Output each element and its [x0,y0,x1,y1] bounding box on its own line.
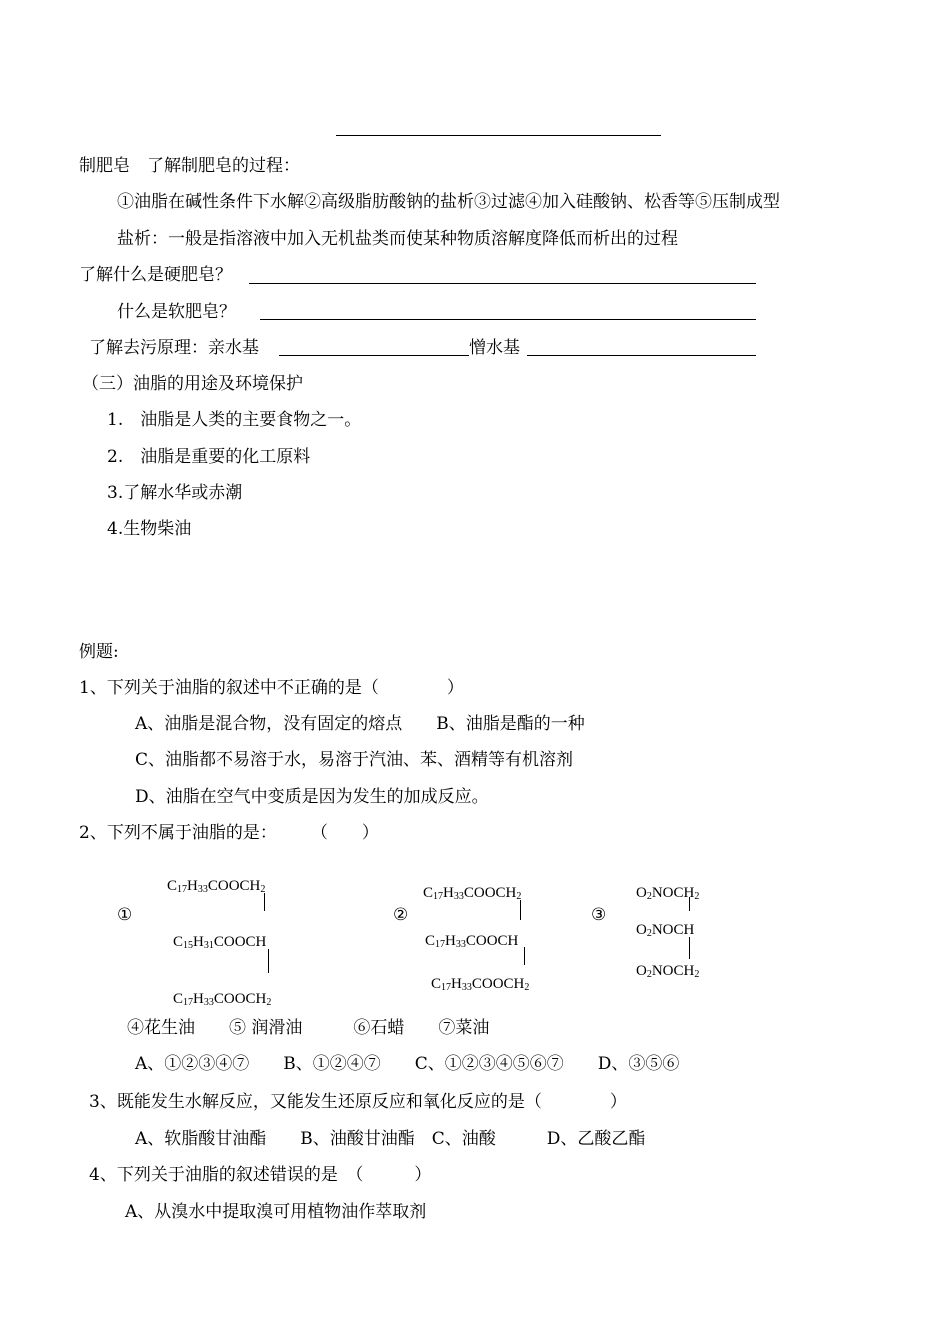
top-blank-line [336,135,661,136]
hard-soap-question: 了解什么是硬肥皂？ [79,265,232,285]
salting-out-text: 盐析：一般是指溶液中加入无机盐类而使某种物质溶解度降低而析出的过程 [117,229,678,249]
soap-steps: ①油脂在碱性条件下水解②高级脂肪酸钠的盐析③过滤④加入硅酸钠、松香等⑤压制成型 [117,192,780,212]
q2-choices: A、①②③④⑦ B、①②④⑦ C、①②③④⑤⑥⑦ D、③⑤⑥ [135,1054,680,1074]
structure-1-bond [268,949,269,973]
q2-stem: 2、下列不属于油脂的是： （ ） [79,823,379,843]
structure-3-bond [689,897,690,911]
soap-heading: 制肥皂 了解制肥皂的过程： [79,156,300,176]
structure-2-row-3: $C_{17}H_{33}COOCH_2$ [431,976,530,993]
structure-1-number: ① [117,905,133,925]
structure-1-row-3: $C_{17}H_{33}COOCH_2$ [173,991,272,1008]
structure-3-row-2: $O_2NOCH$ [636,922,695,939]
uses-item: 3.了解水华或赤潮 [107,483,243,503]
q1-option-c: C、油脂都不易溶于水，易溶于汽油、苯、酒精等有机溶剂 [135,750,574,770]
structure-3-row-3: $O_2NOCH_2$ [636,963,700,980]
q3-choices: A、软脂酸甘油酯 B、油酸甘油酯 C、油酸 D、乙酸乙酯 [135,1129,646,1149]
structure-2-number: ② [393,905,409,925]
structure-1-row-2: $C_{15}H_{31}COOCH$ [173,934,267,951]
hard-soap-blank [249,283,756,284]
q1-option-ab: A、油脂是混合物，没有固定的熔点 B、油脂是酯的一种 [135,714,585,734]
uses-heading: （三）油脂的用途及环境保护 [82,374,303,394]
uses-item: 4.生物柴油 [107,519,192,539]
uses-item: 2. 油脂是重要的化工原料 [107,447,311,467]
hydrophobic-label: 憎水基 [469,338,520,358]
q3-stem: 3、既能发生水解反应，又能发生还原反应和氧化反应的是（ ） [89,1092,627,1112]
uses-item: 1. 油脂是人类的主要食物之一。 [107,410,362,430]
q4-option-a: A、从溴水中提取溴可用植物油作萃取剂 [125,1202,427,1222]
examples-label: 例题: [79,642,119,662]
q4-stem: 4、下列关于油脂的叙述错误的是 （ ） [89,1165,432,1185]
structure-2-bond [520,900,521,920]
structure-3-bond [689,937,690,959]
soft-soap-blank [260,319,756,320]
q1-option-d: D、油脂在空气中变质是因为发生的加成反应。 [135,787,489,807]
q1-stem: 1、下列关于油脂的叙述中不正确的是（ ） [79,678,464,698]
structure-3-row-1: $O_2NOCH_2$ [636,885,700,902]
structure-3-number: ③ [591,905,607,925]
structure-1-row-1: $C_{17}H_{33}COOCH_2$ [167,878,266,895]
q2-other-items: ④花生油 ⑤ 润滑油 ⑥石蜡 ⑦菜油 [127,1018,490,1038]
structure-2-row-1: $C_{17}H_{33}COOCH_2$ [423,885,522,902]
structure-1-bond [264,893,265,911]
hydrophilic-label: 了解去污原理：亲水基 [89,338,259,358]
soft-soap-question: 什么是软肥皂？ [117,302,236,322]
hydrophobic-blank [527,355,756,356]
hydrophilic-blank [279,355,469,356]
structure-2-bond [524,947,525,965]
structure-2-row-2: $C_{17}H_{33}COOCH$ [425,933,519,950]
